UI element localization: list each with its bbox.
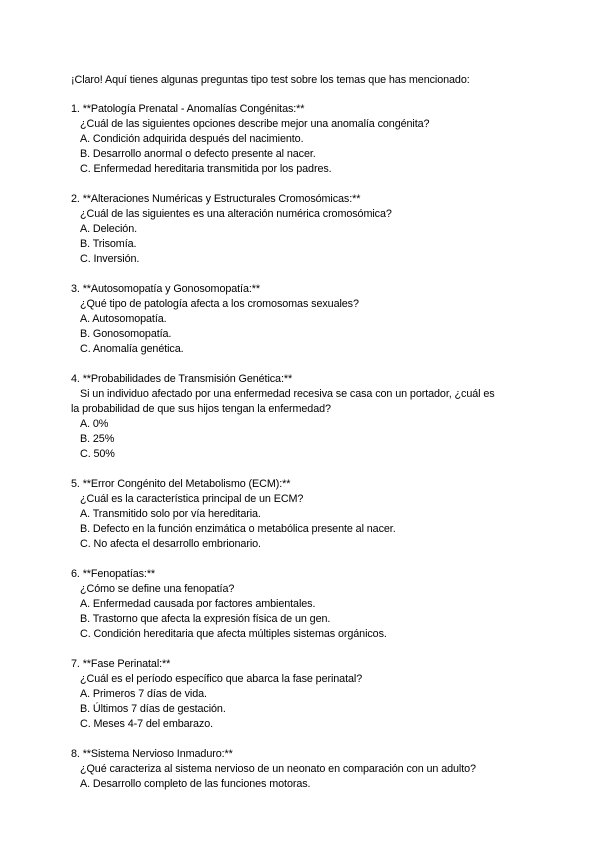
answer-option: A. Desarrollo completo de las funciones motoras.	[80, 778, 311, 790]
question-text-line-1: Si un individuo afectado por una enfermedad recesiva se casa con un portador, ¿cuál es	[80, 388, 495, 400]
question-title: 2. **Alteraciones Numéricas y Estructurales Cromosómicas:**	[71, 193, 361, 205]
answer-option: C. No afecta el desarrollo embrionario.	[80, 538, 261, 550]
question-text: ¿Qué caracteriza al sistema nervioso de un neonato en comparación con un adulto?	[80, 763, 476, 775]
question-item	[71, 282, 541, 357]
question-text: ¿Cómo se define una fenopatía?	[80, 583, 235, 595]
answer-option: A. Deleción.	[80, 223, 138, 235]
question-list	[71, 102, 541, 807]
answer-option: A. Condición adquirida después del nacimiento.	[80, 133, 304, 145]
answer-option: C. Anomalía genética.	[80, 343, 184, 355]
question-text-line-2: la probabilidad de que sus hijos tengan la enfermedad?	[71, 403, 331, 415]
answer-option: C. Enfermedad hereditaria transmitida por los padres.	[80, 163, 332, 175]
question-text: ¿Cuál de las siguientes opciones describe mejor una anomalía congénita?	[80, 118, 430, 130]
question-item	[71, 102, 541, 177]
question-text: ¿Qué tipo de patología afecta a los cromosomas sexuales?	[80, 298, 359, 310]
answer-option: C. Condición hereditaria que afecta múltiples sistemas orgánicos.	[80, 628, 387, 640]
question-text: ¿Cuál es la característica principal de un ECM?	[80, 493, 304, 505]
question-body	[71, 672, 541, 732]
question-item	[71, 372, 541, 462]
answer-option: B. Últimos 7 días de gestación.	[80, 703, 226, 715]
answer-option: B. Gonosomopatía.	[80, 328, 172, 340]
question-item	[71, 477, 541, 552]
answer-option: C. Inversión.	[80, 253, 140, 265]
answer-option: A. Transmitido solo por vía hereditaria.	[80, 508, 261, 520]
answer-option: A. Primeros 7 días de vida.	[80, 688, 207, 700]
question-body	[71, 417, 541, 462]
question-title: 4. **Probabilidades de Transmisión Genética:**	[71, 373, 293, 385]
question-item	[71, 192, 541, 267]
question-title: 1. **Patología Prenatal - Anomalías Congénitas:**	[71, 103, 305, 115]
question-title: 5. **Error Congénito del Metabolismo (ECM):**	[71, 478, 291, 490]
question-body	[71, 762, 541, 792]
question-item	[71, 747, 541, 792]
question-body	[71, 492, 541, 552]
question-text: ¿Cuál es el período específico que abarca la fase perinatal?	[80, 673, 363, 685]
question-title: 8. **Sistema Nervioso Inmaduro:**	[71, 748, 233, 760]
answer-option: C. 50%	[80, 448, 115, 460]
answer-option: B. 25%	[80, 433, 115, 445]
answer-option: C. Meses 4-7 del embarazo.	[80, 718, 214, 730]
question-item	[71, 567, 541, 642]
answer-option: B. Trastorno que afecta la expresión física de un gen.	[80, 613, 331, 625]
intro-text: ¡Claro! Aquí tienes algunas preguntas tipo test sobre los temas que has mencionado:	[71, 74, 470, 86]
answer-option: A. Autosomopatía.	[80, 313, 167, 325]
answer-option: B. Desarrollo anormal o defecto presente al nacer.	[80, 148, 316, 160]
question-title: 6. **Fenopatías:**	[71, 568, 156, 580]
question-title: 7. **Fase Perinatal:**	[71, 658, 171, 670]
answer-option: A. Enfermedad causada por factores ambientales.	[80, 598, 316, 610]
question-text: ¿Cuál de las siguientes es una alteración numérica cromosómica?	[80, 208, 392, 220]
question-item	[71, 657, 541, 732]
answer-option: B. Trisomía.	[80, 238, 137, 250]
question-body	[71, 582, 541, 642]
question-body	[71, 117, 541, 177]
answer-option: B. Defecto en la función enzimática o metabólica presente al nacer.	[80, 523, 396, 535]
question-body	[71, 207, 541, 267]
question-body	[71, 297, 541, 357]
question-title: 3. **Autosomopatía y Gonosomopatía:**	[71, 283, 260, 295]
answer-option: A. 0%	[80, 418, 109, 430]
